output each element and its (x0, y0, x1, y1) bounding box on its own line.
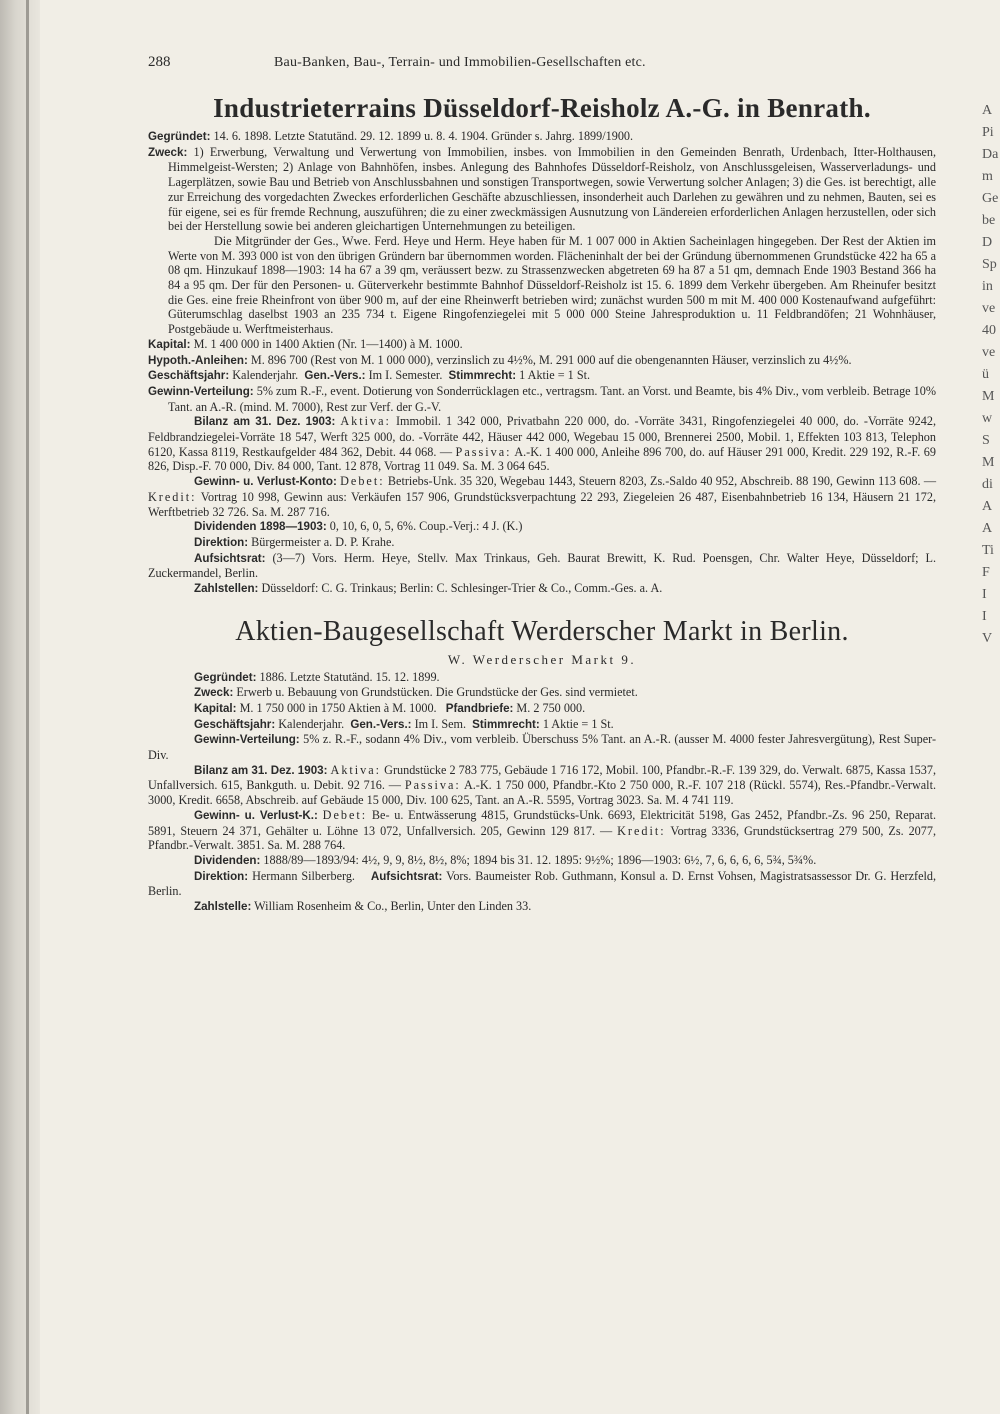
zahl-text: Düsseldorf: C. G. Trinkaus; Berlin: C. Schlesinger-Trier & Co., Comm.-Ges. a. A. (261, 581, 663, 596)
zweck-label: Zweck: (194, 686, 234, 700)
dividenden-line (148, 853, 936, 869)
div-label: Dividenden 1898—1903: (194, 520, 327, 534)
book-binding (0, 0, 40, 1414)
direktion-label: Direktion: (194, 869, 249, 883)
margin-letter: be (982, 213, 996, 228)
gewinn-verteilung-line (148, 732, 936, 762)
guv-paragraph (148, 474, 936, 519)
gj-text: Kalenderjahr. (278, 716, 345, 731)
aktiva-label: Aktiva: (330, 762, 382, 777)
gegruendet-label: Gegründet: (194, 670, 257, 684)
kredit-label: Kredit: (617, 823, 666, 838)
zweck-line (148, 685, 936, 701)
passiva-label: Passiva: (455, 444, 512, 459)
kapital-label: Kapital: (148, 337, 191, 351)
margin-letter: ve (982, 345, 996, 360)
hypoth-text: M. 896 700 (Rest von M. 1 000 000), verzinslich zu 4½%, M. 291 000 auf die obengenannten Häuser, verzinslich zu 4½%. (250, 352, 852, 367)
page-header (148, 55, 936, 77)
aktiva-label: Aktiva: (340, 414, 391, 429)
gj-text: Kalenderjahr. (232, 368, 299, 383)
company-entry-1 (148, 91, 936, 597)
margin-letter: Pi (982, 125, 994, 140)
company-entry-2 (148, 615, 936, 915)
hypoth-line (148, 353, 936, 369)
margin-letter: M (982, 455, 995, 470)
zahlstelle-line (148, 899, 936, 915)
margin-letter: M (982, 389, 995, 404)
kapital-text: M. 1 400 000 in 1400 Aktien (Nr. 1—1400) à M. 1000. (193, 336, 463, 351)
gewinn-verteilung-line (148, 384, 936, 414)
zahl-label: Zahlstellen: (194, 582, 259, 596)
margin-letter: S (982, 433, 990, 448)
passiva-text: A.-K. 1 400 000, Anleihe 896 700, do. auf Häuser 291 000, Kredit. 229 192, R.-F. 69 826, Disp.-F. 70 000, Div. 84 000, Tant. 12 878, Vortrag 11 049. Sa. M. 3 064 645. (148, 444, 936, 474)
margin-letter: ve (982, 301, 996, 316)
mitgruender-text: Die Mitgründer der Ges., Wwe. Ferd. Heye und Herm. Heye haben für M. 1 007 000 in Aktien Sacheinlagen hingegeben. Der Rest der Aktien im Werte von M. 393 000 ist von den übrigen Gründern bar übernommen worden. Flächeninhalt der bei der Gründung übernommenen Grundstücke 422 ha 65 a 08 qm. Hinzukauf 1898—1903: 14 ha 67 a 39 qm, veräussert bezw. zu Strassenzwecken abgetreten 69 ha 87 a 51 qm, demnach Ende 1903 Bestand 366 ha 84 a 95 qm. Der für den Personen- u. Güterverkehr bestimmte Bahnhof Düsseldorf-Reisholz ist 15. 6. 1899 dem Verkehr übergeben. Am Rheinufer besitzt die Ges. eine freie Rheinfront von über 900 m, auf der eine Rheinwerft betrieben wird; zunächst wurden 500 m mit M. 400 000 Kostenaufwand aufgeführt: Güterumschlag daselbst 1903 an 235 734 t. Eigene Ringofenziegelei mit 5 000 000 Steine Jahresproduktion u. 11 Feldbrandöfen; 21 Wohnhäuser, Postgebäude u. Werftmeisterhaus. (168, 233, 936, 337)
stimm-text: 1 Aktie = 1 St. (542, 716, 614, 731)
stimm-text: 1 Aktie = 1 St. (519, 368, 591, 383)
kredit-text: Vortrag 10 998, Gewinn aus: Verkäufen 157 906, Grundstücksverpachtung 22 293, Ziegeleien 26 487, Eisenbahnbetrieb 16 134, Häusern 21 172, Werftbetrieb 32 726. Sa. M. 287 716. (148, 489, 937, 519)
gewinn-text: 5% zum R.-F., event. Dotierung von Sonderrücklagen etc., vertragsm. Tant. an Vorst. und Beamte, bis 4% Div., vom verbleib. Betrage 10% Tant. an A.-R. (mind. M. 7000), Rest zur Verf. der G.-V. (168, 383, 937, 414)
zweck-paragraph (148, 145, 936, 234)
kapital-line (148, 337, 936, 353)
company-address: W. Werderscher Markt 9. (447, 651, 637, 667)
gv-text: Im I. Semester. (368, 368, 443, 383)
passiva-label: Passiva: (404, 778, 461, 793)
aktiva-text: Immobil. 1 342 000, Privatbahn 220 000, do. -Vorräte 3431, Ringofenziegelei 40 000, do. -Vorräte 9242, Feldbrandziegelei-Vorräte 18 547, Werft 325 000, do. -Vorräte 442, Häuser 442 000, Wegebau 15 000, Brennerei 2500, Mobil. 1, Effekten 103 813, Telephon 6120, Kassa 8119, Restkaufgelder 484 362, Debit. 44 068. — (148, 414, 937, 459)
kredit-label: Kredit: (148, 489, 197, 504)
margin-letter: A (982, 499, 993, 514)
margin-letter: Ge (982, 191, 999, 206)
mitgruender-paragraph (168, 234, 936, 337)
running-head: Bau-Banken, Bau-, Terrain- und Immobilien-Gesellschaften etc. (274, 55, 646, 70)
gj-label: Geschäftsjahr: (194, 717, 276, 731)
document-page (148, 55, 936, 915)
facing-page-edge (982, 100, 1000, 680)
kapital-label: Kapital: (194, 701, 237, 715)
margin-letter: A (982, 103, 993, 118)
gegruendet-text: 1886. Letzte Statutänd. 15. 12. 1899. (259, 669, 440, 684)
div-label: Dividenden: (194, 853, 261, 867)
direktion-line (148, 869, 936, 899)
gv-text: Im I. Sem. (414, 716, 467, 731)
aktiva-text: Grundstücke 2 783 775, Gebäude 1 716 172, Mobil. 100, Pfandbr.-R.-F. 139 329, do. Verwalt. 6875, Kassa 1537, Unfallversich. 615, Bankguth. u. Debit. 92 716. — (148, 762, 936, 793)
gewinn-label: Gewinn-Verteilung: (194, 733, 300, 747)
geschaeftsjahr-line (148, 717, 936, 733)
margin-letter: I (982, 609, 987, 624)
ar-label: Aufsichtsrat: (194, 551, 266, 565)
stimm-label: Stimmrecht: (472, 717, 540, 731)
bilanz-label: Bilanz am 31. Dez. 1903: (194, 763, 328, 777)
gegruendet-label: Gegründet: (148, 130, 211, 143)
guv-paragraph (148, 808, 936, 853)
margin-letter: F (982, 565, 990, 580)
stimm-label: Stimmrecht: (448, 369, 517, 383)
gv-label: Gen.-Vers.: (350, 717, 412, 731)
gegruendet-line (148, 670, 936, 686)
bilanz-label: Bilanz am 31. Dez. 1903: (194, 415, 336, 429)
zahl-label: Zahlstelle: (194, 900, 252, 914)
gewinn-text: 5% z. R.-F., sodann 4% Div., vom verbleib. Überschuss 5% Tant. an A.-R. (ausser M. 4000 fester Jahresvergütung), Rest Super-Div. (148, 732, 936, 763)
ar-text: (3—7) Vors. Herm. Heye, Stellv. Max Trinkaus, Geh. Baurat Brewitt, K. Rud. Poensgen, Chr. Walter Heye, Düsseldorf; L. Zuckermandel, Berlin. (148, 550, 936, 581)
zweck-label: Zweck: (148, 145, 188, 159)
kapital-line (148, 701, 936, 717)
direktion-line (148, 535, 936, 551)
bilanz-paragraph (148, 763, 936, 808)
margin-letter: D (982, 235, 993, 250)
margin-letter: V (982, 631, 993, 646)
hypoth-label: Hypoth.-Anleihen: (148, 353, 248, 367)
margin-letter: w (982, 411, 993, 426)
direktion-text: Bürgermeister a. D. P. Krahe. (251, 534, 395, 549)
pfandbriefe-text: M. 2 750 000. (516, 700, 586, 715)
bilanz-paragraph (148, 414, 936, 474)
kapital-text: M. 1 750 000 in 1750 Aktien à M. 1000. (239, 700, 437, 715)
debet-label: Debet: (322, 807, 368, 822)
direktion-text: Hermann Silberberg. (252, 868, 355, 883)
guv-label: Gewinn- u. Verlust-Konto: (194, 475, 337, 489)
gegruendet-line (148, 129, 936, 145)
div-text: 1888/89—1893/94: 4½, 9, 9, 8½, 8½, 8%; 1894 bis 31. 12. 1895: 9½%; 1896—1903: 6½, 7, 6, 6, 6, 6, 5¾, 5¾%. (263, 852, 817, 867)
margin-letter: Da (982, 147, 999, 162)
zweck-text: Erwerb u. Bebauung von Grundstücken. Die Grundstücke der Ges. sind vermietet. (236, 685, 638, 700)
margin-letter: m (982, 169, 993, 184)
ar-label: Aufsichtsrat: (370, 869, 443, 883)
page-number: 288 (148, 54, 171, 70)
kredit-text: Vortrag 3336, Grundstücksertrag 279 500, Zs. 2077, Pfandbr.-Verwalt. 3851. Sa. M. 288 764. (148, 823, 937, 853)
zahlstellen-line (148, 581, 936, 597)
passiva-text: A.-K. 1 750 000, Pfandbr.-Kto 2 750 000, R.-F. 107 218 (Rückl. 5574), Res.-Pfandbr.-Verwalt. 3000, Kredit. 6658, Abschreib. auf Gebäude 15 000, Div. 100 625, Tant. an A.-R. 5595, Vortrag 3023. Sa. M. 4 741 119. (148, 778, 937, 808)
dividenden-line (148, 519, 936, 535)
debet-label: Debet: (340, 474, 385, 489)
aufsichtsrat-line (148, 551, 936, 581)
margin-letter: di (982, 477, 993, 492)
zweck-text: 1) Erwerbung, Verwaltung und Verwertung von Immobilien, insbes. von Immobilien in den Gemeinden Benrath, Urdenbach, Itter-Holthausen, Himmelgeist-Wersten; 2) Anlage von Bahnhöfen, insbes. Anlegung des Bahnhofes Düsseldorf-Reisholz, von Anschlussgeleisen, Wasserverladungs- und Lagerplätzen, sowie Bau und Betrieb von Anschlussbahnen und sonstigen Transportwegen, sowie Verwertung solcher Anlagen; 3) die Ges. ist berechtigt, alle zur Erreichung des vorgedachten Zweckes erforderlichen Geschäfte abzuschliessen, insonderheit auch Darlehen zu gewähren und zu nehmen, Bauten, sei es für eigene, sei es für fremde Rechnung, auszuführen; die zu einer zweckmässigen Ausnutzung von Ländereien erforderlichen Anlagen herzustellen, oder sich bei der Herstellung sowie bei anderen gleichartigen Unternehmungen zu beteiligen. (168, 144, 936, 234)
gegruendet-text: 14. 6. 1898. Letzte Statutänd. 29. 12. 1899 u. 8. 4. 1904. Gründer s. Jahrg. 1899/1900. (213, 129, 634, 143)
debet-text: Be- u. Entwässerung 4815, Grundstücks-Unk. 6693, Elektricität 5198, Gas 2452, Pfandbr.-Zs. 96 250, Reparat. 5891, Steuern 24 371, Gehälter u. Löhne 13 072, Unfallversich. 205, Gewinn 129 817. — (148, 807, 937, 838)
div-text: 0, 10, 6, 0, 5, 6%. Coup.-Verj.: 4 J. (K.) (329, 519, 523, 534)
margin-letter: A (982, 521, 993, 536)
guv-label: Gewinn- u. Verlust-K.: (194, 808, 318, 822)
debet-text: Betriebs-Unk. 35 320, Wegebau 1443, Steuern 8203, Zs.-Saldo 40 952, Abschreib. 88 190, Gewinn 113 608. — (387, 474, 937, 489)
pfandbriefe-label: Pfandbriefe: (445, 701, 514, 715)
company-title: Aktien-Baugesellschaft Werderscher Markt in Berlin. (235, 615, 849, 647)
zahl-text: William Rosenheim & Co., Berlin, Unter den Linden 33. (254, 899, 532, 914)
margin-letter: Sp (982, 257, 997, 272)
geschaeftsjahr-line (148, 368, 936, 384)
margin-letter: in (982, 279, 993, 294)
margin-letter: Ti (982, 543, 994, 558)
ar-text: Vors. Baumeister Rob. Guthmann, Konsul a. D. Ernst Vohsen, Magistratsassessor Dr. G. Herzfeld, Berlin. (148, 868, 937, 899)
gj-label: Geschäftsjahr: (148, 369, 230, 383)
margin-letter: ü (982, 367, 989, 382)
company-title: Industrieterrains Düsseldorf-Reisholz A.-G. in Benrath. (213, 93, 871, 123)
direktion-label: Direktion: (194, 535, 249, 549)
margin-letter: I (982, 587, 987, 602)
margin-letter: 40 (982, 323, 996, 338)
gv-label: Gen.-Vers.: (304, 369, 366, 383)
gewinn-label: Gewinn-Verteilung: (148, 384, 254, 398)
